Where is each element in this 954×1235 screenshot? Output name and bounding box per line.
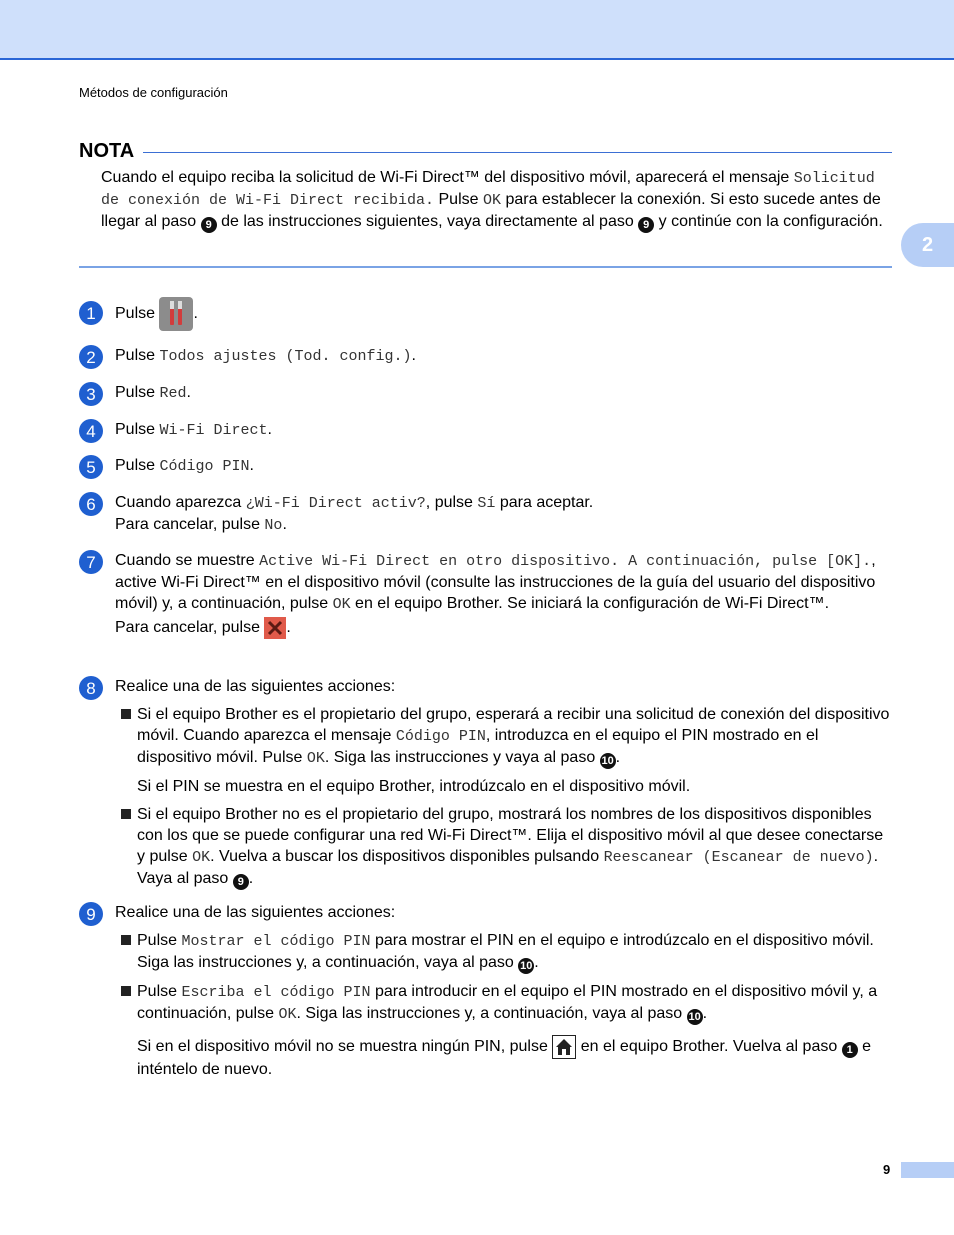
step-3: 3 Pulse Red. xyxy=(79,382,894,404)
step-7: 7 Cuando se muestre Active Wi-Fi Direct en otro dispositivo. A continuación, pulse [OK]., active Wi-Fi Direct™ en el dispositivo móvil (consulte las instrucciones de la guía del usuario del dispositivo móvil) y, a continuación, pulse OK en el equipo Brother. Se iniciará la configuración de Wi-Fi Direct™. Para cancelar, pulse . xyxy=(79,550,894,639)
step-9-options xyxy=(121,930,894,1080)
step-number-badge: 2 xyxy=(79,345,103,369)
step-1: 1 Pulse . xyxy=(79,297,894,331)
list-item: Si el equipo Brother es el propietario del grupo, esperará a recibir una solicitud de conexión del dispositivo móvil. Cuando aparezca el mensaje Código PIN, introduzca en el equipo el PIN mostrado en el dispositivo móvil. Pulse OK. Siga las instrucciones y vaya al paso 10 . xyxy=(121,704,894,769)
cancel-x-icon xyxy=(264,617,286,639)
note-box xyxy=(79,140,892,233)
step-number-badge: 3 xyxy=(79,382,103,406)
step-ref-icon: 10 xyxy=(520,960,533,972)
step-number-badge: 8 xyxy=(79,676,103,700)
note-rule xyxy=(143,152,892,153)
list-item: Si el equipo Brother no es el propietario del grupo, mostrará los nombres de los dispositivos disponibles con los que se puede configurar una red Wi-Fi Direct™. Elija el dispositivo móvil al que desee conectarse y pulse OK. Vuelva a buscar los dispositivos disponibles pulsando Reescanear (Escanear de nuevo). Vaya al paso 9 . xyxy=(121,804,894,890)
bullet-square-icon xyxy=(121,709,131,719)
step-ref-icon: 9 xyxy=(201,217,217,233)
step-9: 9 Realice una de las siguientes acciones: Pulse Mostrar el código PIN para mostrar el PIN en el equipo e introdúzcalo en el dispositivo móvil. Siga las instrucciones y, a continuación, vaya al paso 10 . Pulse Escriba el código PIN para introducir en el equipo el PIN mostrado en el dispositivo móvil y, a continuación, pulse OK. Siga las instrucciones y, a continuación, vaya al paso 10 . Si en el dispositivo móvil no se muestra ningún PIN, pulse en el equipo Brother. Vuelva al paso 1 e inténtelo de nuevo. xyxy=(79,902,894,1087)
step-8: 8 Realice una de las siguientes acciones: Si el equipo Brother es el propietario del grupo, esperará a recibir una solicitud de conexión del dispositivo móvil. Cuando aparezca el mensaje Código PIN, introduzca en el equipo el PIN mostrado en el dispositivo móvil. Pulse OK. Siga las instrucciones y vaya al paso 10 . Si el PIN se muestra en el equipo Brother, introdúzcalo en el dispositivo móvil. Si el equipo Brother no es el propietario del grupo, mostrará los nombres de los dispositivos disponibles con los que se puede configurar una red Wi-Fi Direct™. Elija el dispositivo móvil al que desee conectarse y pulse OK. Vuelva a buscar los dispositivos disponibles pulsando Reescanear (Escanear de nuevo). Vaya al paso 9 . xyxy=(79,676,894,897)
step-number-badge: 5 xyxy=(79,455,103,479)
note-header xyxy=(79,140,892,163)
page-header-bar xyxy=(0,0,954,60)
note-text: Cuando el equipo reciba la solicitud de Wi-Fi Direct™ del dispositivo móvil, aparecerá el mensaje Solicitud de conexión de Wi-Fi Direct recibida. Pulse OK para establecer la conexión. Si esto sucede antes de llegar al paso 9 de las instrucciones siguientes, vaya directamente al paso 9 y continúe con la configuración. xyxy=(101,169,883,231)
step-number-badge: 4 xyxy=(79,419,103,443)
list-item: Pulse Escriba el código PIN para introducir en el equipo el PIN mostrado en el dispositivo móvil y, a continuación, pulse OK. Siga las instrucciones y, a continuación, vaya al paso 10 . xyxy=(121,981,894,1025)
step-ref-icon: 1 xyxy=(842,1042,858,1058)
note-bottom-rule xyxy=(79,266,892,268)
bullet-square-icon xyxy=(121,935,131,945)
step-ref-icon: 10 xyxy=(601,755,614,767)
bullet-square-icon xyxy=(121,809,131,819)
step-5: 5 Pulse Código PIN. xyxy=(79,455,894,477)
bullet-square-icon xyxy=(121,986,131,996)
step-ref-icon: 9 xyxy=(233,874,249,890)
step-8-options xyxy=(121,704,894,890)
chapter-tab: 2 xyxy=(901,223,954,267)
page-number: 9 xyxy=(883,1162,891,1177)
breadcrumb: Métodos de configuración xyxy=(79,85,228,100)
tools-icon xyxy=(159,297,193,331)
step-number-badge: 9 xyxy=(79,902,103,926)
step-number-badge: 1 xyxy=(79,301,103,325)
list-item: Pulse Mostrar el código PIN para mostrar el PIN en el equipo e introdúzcalo en el dispositivo móvil. Siga las instrucciones y, a continuación, vaya al paso 10 . xyxy=(121,930,894,974)
step-ref-icon: 9 xyxy=(638,217,654,233)
step-number-badge: 7 xyxy=(79,550,103,574)
step-6: 6 Cuando aparezca ¿Wi-Fi Direct activ?, pulse Sí para aceptar. Para cancelar, pulse No. xyxy=(79,492,894,536)
note-message: Solicitud de conexión de Wi-Fi Direct recibida. xyxy=(101,170,875,209)
note-title: NOTA xyxy=(79,140,135,162)
step-4: 4 Pulse Wi-Fi Direct. xyxy=(79,419,894,441)
list-item-note: Si el PIN se muestra en el equipo Brother, introdúzcalo en el dispositivo móvil. xyxy=(137,778,691,795)
step-ref-icon: 10 xyxy=(688,1011,701,1023)
home-icon xyxy=(552,1035,576,1059)
page-number-bar xyxy=(901,1162,954,1178)
step-2: 2 Pulse Todos ajustes (Tod. config.). xyxy=(79,345,894,367)
step-number-badge: 6 xyxy=(79,492,103,516)
list-item-note: Si en el dispositivo móvil no se muestra ningún PIN, pulse en el equipo Brother. Vuelva al paso 1 e inténtelo de nuevo. xyxy=(121,1035,894,1080)
